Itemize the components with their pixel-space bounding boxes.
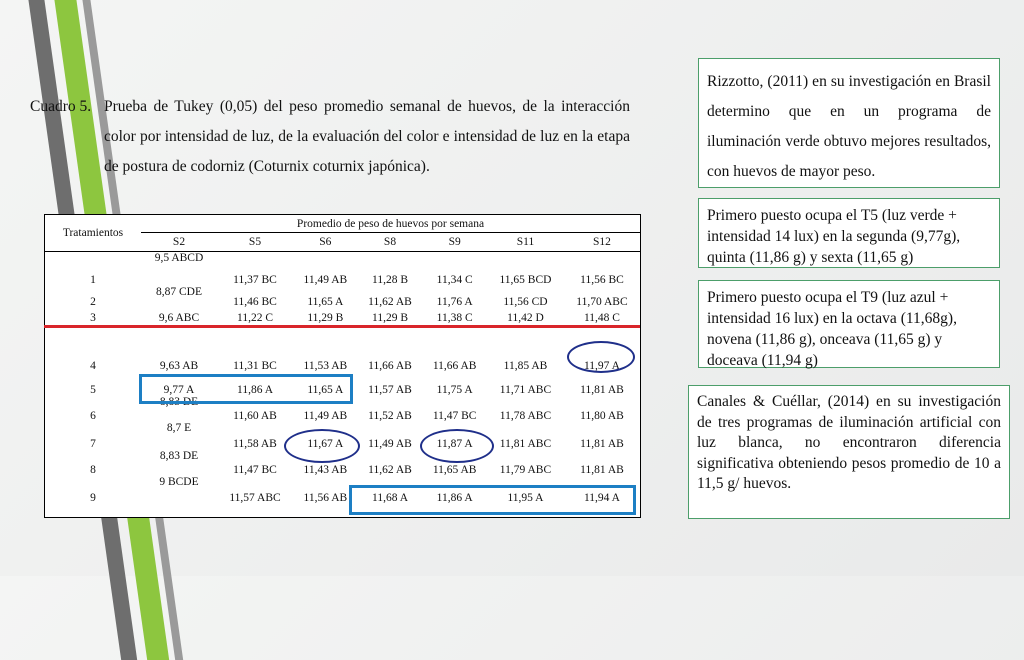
value-cell: 11,31 BC	[233, 360, 277, 372]
value-cell: 9,6 ABC	[158, 312, 200, 324]
value-cell: 11,37 BC	[233, 274, 277, 286]
value-cell: 11,78 ABC	[499, 410, 552, 422]
header-week: S6	[293, 233, 358, 252]
caption-label: Cuadro 5.	[30, 98, 92, 115]
value-cell: 11,76 A	[436, 296, 473, 308]
value-cell: 11,81 ABC	[499, 438, 552, 450]
highlight-oval-t7-s9	[420, 429, 494, 463]
highlight-box-t5	[139, 374, 353, 404]
value-cell: 11,38 C	[436, 312, 473, 324]
highlight-red-line	[44, 325, 640, 328]
treatment-cell: 2	[90, 296, 96, 308]
value-cell: 11,66 AB	[432, 360, 477, 372]
caption-text: Prueba de Tukey (0,05) del peso promedio semanal de huevos, de la interacción color por intensidad de luz, de la evaluación del color e intensidad de luz en la etapa de postura de codorniz (Coturnix coturnix japónica).	[104, 98, 630, 175]
value-cell: 11,56 AB	[303, 492, 348, 504]
value-cell: 11,81 AB	[580, 464, 624, 476]
value-cell: 11,86 A	[436, 492, 473, 504]
header-treatments: Tratamientos	[45, 215, 141, 252]
highlight-box-t9	[349, 485, 636, 515]
table-row	[45, 308, 640, 324]
value-cell: 11,56 BC	[580, 274, 624, 286]
value-cell: 11,49 AB	[303, 274, 348, 286]
value-cell: 9 BCDE	[159, 476, 199, 488]
value-cell: 11,46 BC	[233, 296, 277, 308]
value-cell: 11,43 AB	[303, 464, 348, 476]
highlight-oval-t4-s12	[567, 341, 635, 373]
highlight-oval-t7-s6	[284, 429, 360, 463]
value-cell: 11,80 AB	[580, 410, 624, 422]
value-cell: 11,65 A	[307, 296, 344, 308]
treatment-cell: 3	[90, 312, 96, 324]
treatment-cell: 9	[90, 492, 96, 504]
note-rizzotto: Rizzotto, (2011) en su investigación en Brasil determino que en un programa de iluminación verde obtuvo mejores resultados, con huevos de mayor peso.	[698, 58, 1000, 188]
value-cell: 11,65 A	[307, 384, 344, 396]
tukey-table	[44, 214, 641, 518]
table-row	[45, 286, 640, 308]
value-cell: 11,22 C	[237, 312, 273, 324]
value-cell: 11,75 A	[436, 384, 473, 396]
value-cell: 11,42 D	[507, 312, 544, 324]
value-cell: 11,28 B	[372, 274, 408, 286]
value-cell: 11,68 A	[372, 492, 408, 504]
value-cell: 11,70 ABC	[576, 296, 628, 308]
value-cell: 11,85 AB	[503, 360, 548, 372]
value-cell: 11,34 C	[436, 274, 473, 286]
value-cell: 11,29 B	[372, 312, 408, 324]
table-row	[45, 252, 640, 287]
value-cell: 11,71 ABC	[499, 384, 552, 396]
value-cell: 11,62 AB	[368, 296, 412, 308]
value-cell: 11,47 BC	[233, 464, 277, 476]
value-cell: 11,52 AB	[368, 410, 412, 422]
value-cell: 8,7 E	[166, 422, 192, 434]
value-cell: 11,81 AB	[580, 438, 624, 450]
value-cell: 8,83 DE	[159, 396, 199, 408]
treatment-cell: 4	[90, 360, 96, 372]
value-cell: 11,95 A	[507, 492, 544, 504]
value-cell: 11,58 AB	[233, 438, 277, 450]
value-cell: 11,53 AB	[303, 360, 348, 372]
value-cell: 11,87 A	[436, 438, 473, 450]
value-cell: 11,86 A	[237, 384, 273, 396]
value-cell: 11,66 AB	[368, 360, 412, 372]
value-cell: 11,60 AB	[233, 410, 277, 422]
treatment-cell: 5	[90, 384, 96, 396]
value-cell: 11,79 ABC	[499, 464, 552, 476]
header-week: S9	[422, 233, 487, 252]
header-week: S2	[141, 233, 217, 252]
value-cell: 9,77 A	[163, 384, 195, 396]
value-cell: 11,67 A	[307, 438, 344, 450]
value-cell: 11,97 A	[583, 360, 620, 372]
treatment-cell: 8	[90, 464, 96, 476]
table-row	[45, 324, 640, 372]
value-cell: 11,56 CD	[503, 296, 548, 308]
value-cell: 11,49 AB	[303, 410, 348, 422]
header-week: S11	[487, 233, 564, 252]
table-caption	[30, 92, 630, 182]
value-cell: 9,5 ABCD	[154, 252, 204, 264]
value-cell: 8,83 DE	[159, 450, 199, 462]
value-cell: 11,47 BC	[432, 410, 477, 422]
value-cell: 11,49 AB	[368, 438, 412, 450]
header-week: S12	[564, 233, 640, 252]
value-cell: 11,48 C	[583, 312, 620, 324]
note-canales: Canales & Cuéllar, (2014) en su investigación de tres programas de iluminación artificial con luz blanca, no encontraron diferencia significativa obteniendo pesos promedio de 10 a 11,5 g/ huevos.	[688, 385, 1010, 519]
note-t9: Primero puesto ocupa el T9 (luz azul + intensidad 16 lux) en la octava (11,68g), novena (11,86 g), onceava (11,65 g) y doceava (11,94 g)	[698, 280, 1000, 368]
value-cell: 11,65 BCD	[499, 274, 552, 286]
value-cell: 9,63 AB	[159, 360, 199, 372]
value-cell: 11,94 A	[583, 492, 620, 504]
value-cell: 11,65 AB	[432, 464, 477, 476]
value-cell: 11,57 AB	[368, 384, 412, 396]
value-cell: 11,57 ABC	[229, 492, 281, 504]
note-t5: Primero puesto ocupa el T5 (luz verde + intensidad 14 lux) en la segunda (9,77g), quinta (11,86 g) y sexta (11,65 g)	[698, 198, 1000, 268]
value-cell: 8,87 CDE	[156, 286, 202, 298]
value-cell: 11,29 B	[307, 312, 344, 324]
treatment-cell: 7	[90, 438, 96, 450]
value-cell: 11,62 AB	[368, 464, 412, 476]
treatment-cell: 6	[90, 410, 96, 422]
header-group: Promedio de peso de huevos por semana	[141, 215, 640, 233]
header-week: S8	[358, 233, 423, 252]
header-week: S5	[217, 233, 293, 252]
treatment-cell: 1	[90, 274, 96, 286]
value-cell: 11,81 AB	[580, 384, 624, 396]
